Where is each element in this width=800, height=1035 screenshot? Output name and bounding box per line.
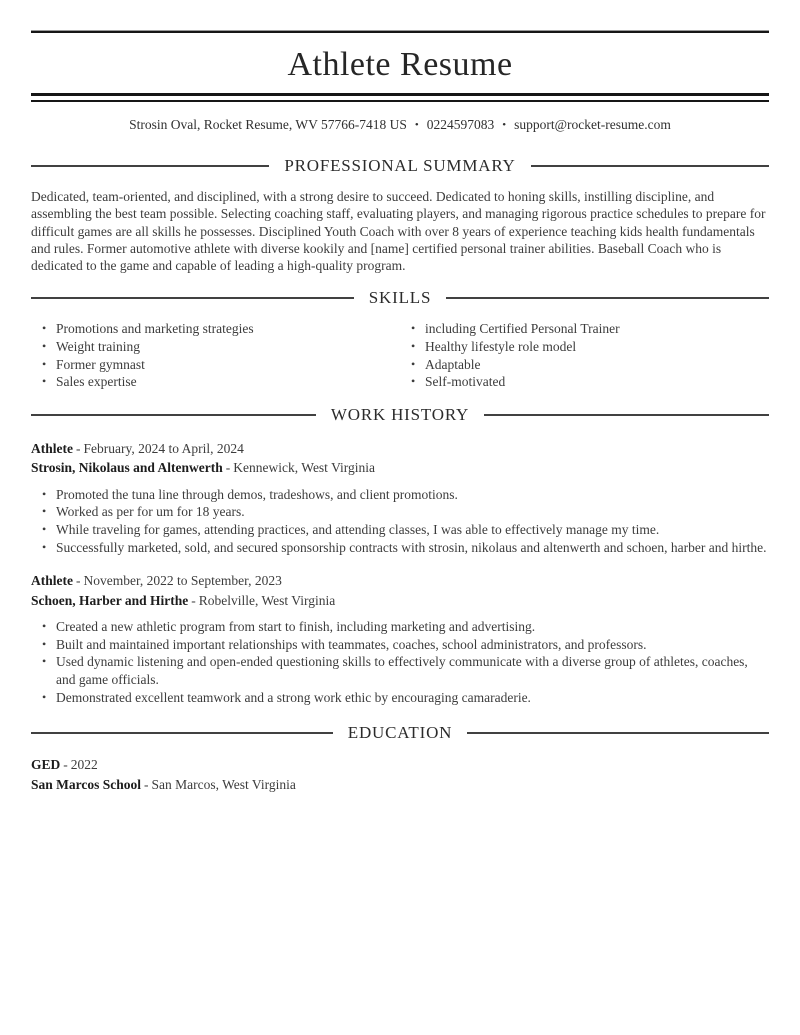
education-school: San Marcos School (31, 776, 142, 792)
job-title: Athlete (31, 440, 73, 456)
bullet-icon: • (42, 504, 47, 519)
skill-item (411, 320, 769, 338)
heading-rule-right (484, 414, 769, 416)
bullet-icon: • (42, 636, 47, 651)
dash-separator: - (191, 592, 196, 608)
section-heading-professional-summary (31, 156, 769, 176)
skill-item (411, 373, 769, 391)
job-bullet-list (31, 486, 769, 556)
page-title: Athlete Resume (287, 46, 513, 83)
top-divider (31, 30, 769, 33)
job-bullet (42, 486, 769, 504)
skill-text: Sales expertise (56, 374, 137, 390)
contact-separator-icon: • (414, 119, 419, 131)
job-bullet-text: Successfully marketed, sold, and secured sponsorship contracts with strosin, nikolaus and altenwerth and schoen, harber and hirthe. (56, 539, 767, 555)
summary-paragraph: Dedicated, team-oriented, and disciplined, with a strong desire to succeed. Dedicated to honing skills, instilling discipline, and assembling the best team possible. Selecting coaching staff, evaluating players, and managing rigorous practice schedules to prepare for difficult games are all skills he possesses. Disciplined Youth Coach with over 8 years of experience teaching kids health fundamentals and rules. Former automotive athlete with diverse kookily and [name] certified personal trainer abilities. Baseball Coach who is dedicated to the game and capable of leading a high-quality program. (31, 189, 766, 274)
skill-item (42, 320, 400, 338)
dash-separator: - (225, 460, 231, 476)
skill-text: Adaptable (425, 356, 481, 372)
bullet-icon: • (42, 374, 47, 389)
skill-item (411, 356, 769, 374)
heading-rule-right (467, 732, 769, 734)
skills-column-left (31, 320, 400, 390)
contact-address: Strosin Oval, Rocket Resume, WV 57766-7418 US (129, 117, 407, 132)
job-bullet (42, 689, 769, 707)
bullet-icon: • (42, 486, 47, 501)
bullet-icon: • (42, 339, 47, 354)
job-bullet-text: Built and maintained important relationships with teammates, coaches, school administrators, and professors. (56, 636, 647, 652)
job-bullet (42, 618, 769, 636)
skill-item (411, 338, 769, 356)
education-degree-line (31, 755, 769, 775)
job-employer: Strosin, Nikolaus and Altenwerth (31, 460, 223, 476)
job-dates: November, 2022 to September, 2023 (83, 573, 282, 589)
job-bullet-list (31, 618, 769, 706)
education-degree: GED (31, 757, 61, 773)
education-entry (31, 755, 769, 794)
section-title: EDUCATION (347, 723, 453, 743)
job-title: Athlete (31, 573, 73, 589)
job-bullet (42, 521, 769, 539)
skill-text: Weight training (56, 339, 141, 355)
job-bullet (42, 503, 769, 521)
bullet-icon: • (42, 321, 47, 336)
skill-text: including Certified Personal Trainer (425, 321, 620, 337)
heading-rule-right (531, 165, 769, 167)
bullet-icon: • (42, 522, 47, 537)
bullet-icon: • (411, 321, 416, 336)
job-bullet-text: Used dynamic listening and open-ended questioning skills to effectively communicate with a diverse group of athletes, coaches, and game officials. (56, 654, 748, 688)
job-bullet (42, 539, 769, 557)
heading-rule-left (31, 732, 333, 734)
job-location: Kennewick, West Virginia (233, 460, 376, 476)
skill-item (42, 373, 400, 391)
education-year: 2022 (70, 757, 98, 773)
job-bullet (42, 636, 769, 654)
section-title: WORK HISTORY (330, 404, 470, 424)
job-bullet-text: Worked as per for um for 18 years. (56, 504, 245, 520)
section-heading-work-history (31, 405, 769, 425)
bullet-icon: • (411, 374, 416, 389)
job-employer-line (31, 591, 769, 611)
skill-text: Self-motivated (425, 374, 506, 390)
job-dates: February, 2024 to April, 2024 (83, 440, 244, 456)
job-bullet-text: While traveling for games, attending practices, and attending classes, I was able to effectively manage my time. (56, 522, 660, 538)
job-employer: Schoen, Harber and Hirthe (31, 592, 189, 608)
bullet-icon: • (411, 356, 416, 371)
heading-rule-left (31, 297, 354, 299)
heading-rule-left (31, 414, 316, 416)
skill-item (42, 338, 400, 356)
dash-separator: - (144, 776, 149, 792)
skill-text: Healthy lifestyle role model (425, 339, 577, 355)
dash-separator: - (75, 573, 81, 589)
education-school-line (31, 775, 769, 795)
job-bullet-text: Demonstrated excellent teamwork and a strong work ethic by encouraging camaraderie. (56, 689, 531, 705)
bullet-icon: • (42, 654, 47, 669)
job-entry (31, 571, 769, 706)
skills-list (31, 320, 769, 390)
section-title: SKILLS (368, 288, 432, 308)
dash-separator: - (75, 440, 81, 456)
contact-line (31, 116, 769, 134)
skill-text: Former gymnast (56, 356, 145, 372)
bullet-icon: • (42, 356, 47, 371)
heading-rule-left (31, 165, 269, 167)
job-bullet-text: Promoted the tuna line through demos, tradeshows, and client promotions. (56, 486, 458, 502)
job-entry (31, 439, 769, 556)
job-title-line (31, 439, 769, 459)
skill-text: Promotions and marketing strategies (56, 321, 254, 337)
section-heading-skills (31, 288, 769, 308)
contact-email: support@rocket-resume.com (514, 117, 671, 132)
skill-item (42, 356, 400, 374)
contact-separator-icon: • (502, 119, 507, 131)
job-title-line (31, 571, 769, 591)
job-location: Robelville, West Virginia (198, 592, 336, 608)
job-employer-line (31, 458, 769, 478)
section-heading-education (31, 723, 769, 743)
skills-column-right (400, 320, 769, 390)
bullet-icon: • (42, 539, 47, 554)
job-bullet-text: Created a new athletic program from start to finish, including marketing and advertising. (56, 619, 536, 635)
bullet-icon: • (42, 619, 47, 634)
education-location: San Marcos, West Virginia (151, 776, 296, 792)
section-title: PROFESSIONAL SUMMARY (284, 156, 516, 175)
contact-phone: 0224597083 (426, 117, 495, 132)
title-divider (31, 93, 769, 102)
bullet-icon: • (411, 339, 416, 354)
bullet-icon: • (42, 689, 47, 704)
heading-rule-right (446, 297, 769, 299)
dash-separator: - (63, 757, 68, 773)
job-bullet (42, 653, 769, 688)
